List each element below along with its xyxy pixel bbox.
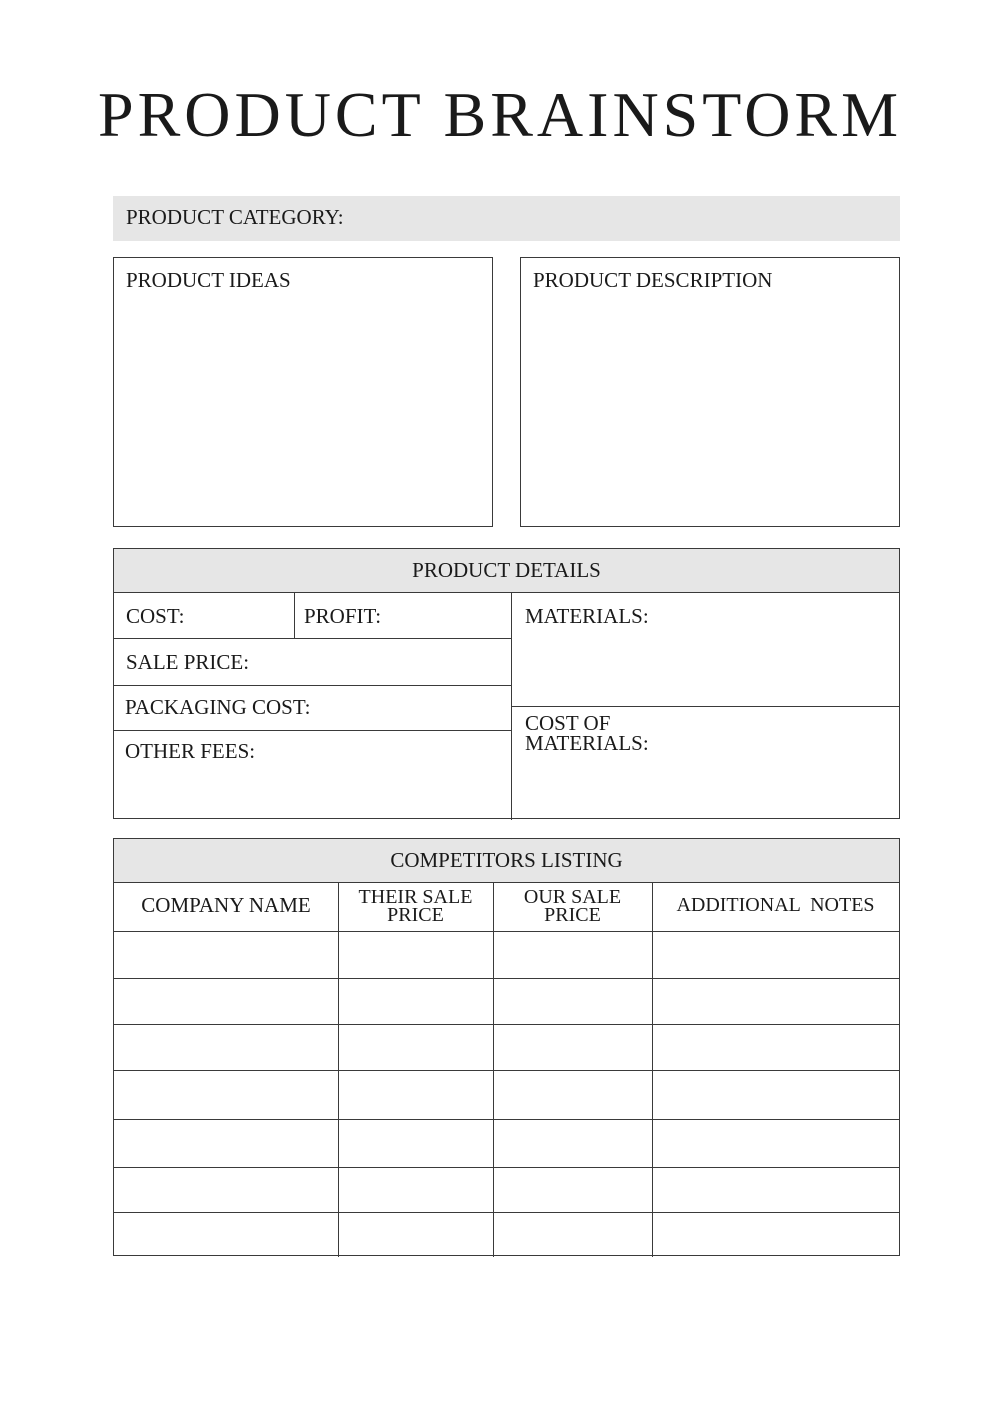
cost-of-materials-label-line1: COST OF <box>525 711 611 735</box>
product-details-header <box>114 549 899 593</box>
product-ideas-box[interactable] <box>113 257 493 527</box>
table-row[interactable] <box>114 1025 899 1070</box>
our-sale-line1: OUR SALE <box>523 886 622 908</box>
product-category-field[interactable]: PRODUCT CATEGORY: <box>113 196 900 241</box>
their-sale-line1: THEIR SALE <box>358 886 473 908</box>
cost-of-materials-label-line2: MATERIALS: <box>525 731 649 755</box>
sale-price-field[interactable]: SALE PRICE: <box>126 650 250 674</box>
table-row[interactable] <box>114 932 899 978</box>
materials-field[interactable]: MATERIALS: <box>525 604 649 628</box>
other-fees-field[interactable]: OTHER FEES: <box>125 739 256 763</box>
table-row[interactable] <box>114 1168 899 1212</box>
details-rule <box>511 706 899 707</box>
details-rule <box>114 730 511 731</box>
profit-field[interactable]: PROFIT: <box>304 604 382 628</box>
product-details-title: PRODUCT DETAILS <box>412 558 601 582</box>
table-row[interactable] <box>114 1071 899 1119</box>
packaging-cost-field[interactable]: PACKAGING COST: <box>125 695 311 719</box>
column-header-their-sale-price <box>338 888 493 924</box>
competitors-header <box>114 839 899 883</box>
product-ideas-label: PRODUCT IDEAS <box>126 268 291 292</box>
cost-profit-divider <box>294 593 295 638</box>
their-sale-line2: PRICE <box>387 904 444 926</box>
table-row[interactable] <box>114 979 899 1024</box>
table-row[interactable] <box>114 1120 899 1167</box>
product-description-label: PRODUCT DESCRIPTION <box>533 268 773 292</box>
column-header-our-sale-price <box>493 888 652 924</box>
column-header-additional-notes: ADDITIONAL NOTES <box>676 894 875 916</box>
product-details-section <box>113 548 900 819</box>
table-row[interactable] <box>114 1213 899 1255</box>
details-rule <box>114 638 511 639</box>
product-description-box[interactable] <box>520 257 900 527</box>
cost-field[interactable]: COST: <box>126 604 185 628</box>
competitors-table <box>113 838 900 1256</box>
details-rule <box>114 685 511 686</box>
page-title: PRODUCT BRAINSTORM <box>97 79 903 150</box>
our-sale-line2: PRICE <box>544 904 601 926</box>
competitors-title: COMPETITORS LISTING <box>390 848 623 872</box>
column-header-company-name: COMPANY NAME <box>141 893 311 917</box>
cost-of-materials-field[interactable] <box>525 713 649 753</box>
